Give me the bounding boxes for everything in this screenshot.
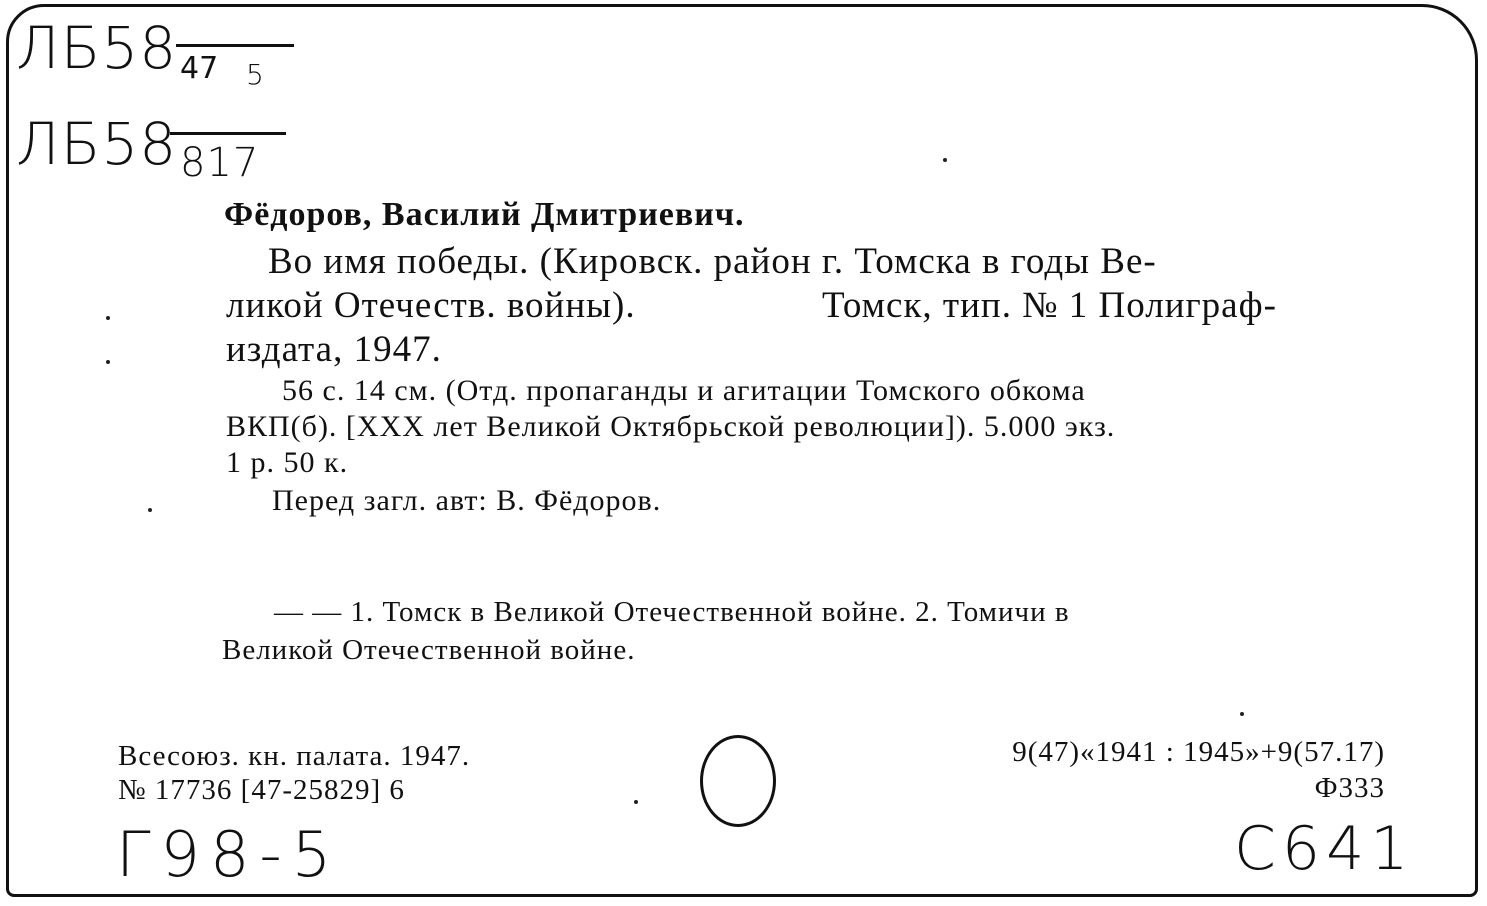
scan-speck xyxy=(106,316,110,320)
scan-speck xyxy=(148,508,152,512)
classification-line-1: 9(47)«1941 : 1945»+9(57.17) xyxy=(1012,736,1385,768)
title-line-3: издата, 1947. xyxy=(226,329,442,370)
author-note: Перед загл. авт: В. Фёдоров. xyxy=(272,484,662,517)
shelf-code-2: ЛБ58 xyxy=(16,110,178,178)
description-line-3: 1 р. 50 к. xyxy=(226,446,349,479)
description-line-2: ВКП(б). [XXX лет Великой Октябрьской революции]). 5.000 экз. xyxy=(226,410,1116,443)
shelf-number-2: 817 xyxy=(180,140,260,186)
book-chamber-line-2: № 17736 [47-25829] 6 xyxy=(118,774,405,806)
classification-line-2: Ф333 xyxy=(1314,772,1385,804)
title-line-2b: Томск, тип. № 1 Полиграф- xyxy=(822,285,1277,326)
subject-headings-line-1: — — 1. Томск в Великой Отечественной войне. 2. Томичи в xyxy=(274,596,1070,628)
title-line-1-text: Во имя победы. (Кировск. район г. Томска в годы Ве- xyxy=(268,241,1157,282)
description-line-1: 56 с. 14 см. (Отд. пропаганды и агитации Томского обкома xyxy=(282,374,1086,407)
shelf-code-1: ЛБ58 xyxy=(16,14,178,82)
fraction-line-1 xyxy=(176,44,294,47)
shelf-number-1-bottom: 5 xyxy=(246,58,265,91)
title-line-2a: ликой Отечеств. войны). xyxy=(226,285,636,326)
scan-speck xyxy=(943,158,947,162)
scan-speck xyxy=(106,360,110,364)
handwritten-code-bottom-left: Г98-5 xyxy=(116,818,342,891)
handwritten-code-bottom-right: С641 xyxy=(1234,814,1415,884)
shelf-number-1-top: 47 xyxy=(180,51,219,86)
author-heading: Фёдоров, Василий Дмитриевич. xyxy=(224,196,745,233)
scan-speck xyxy=(634,800,638,804)
subject-headings-line-2: Великой Отечественной войне. xyxy=(222,634,636,666)
scan-speck xyxy=(1240,712,1244,716)
title-line-1 xyxy=(268,240,1157,283)
shelf-number-1 xyxy=(180,51,219,86)
book-chamber-line-1: Всесоюз. кн. палата. 1947. xyxy=(118,740,471,772)
fraction-line-2 xyxy=(170,132,286,135)
punch-hole-circle xyxy=(700,735,776,827)
